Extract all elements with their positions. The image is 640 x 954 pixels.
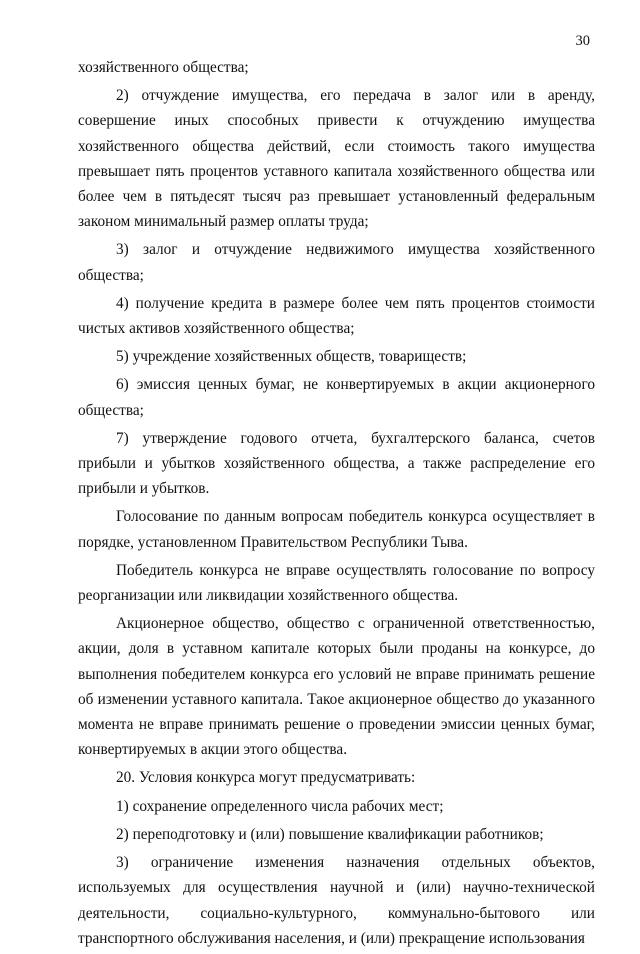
paragraph-item-2-alienation: 2) отчуждение имущества, его передача в залог или в аренду, совершение иных способных привести к отчуждению имущества хозяйственного общества действий, если стоимость такого имущества превышает пять процентов уставного капитала хозяйственного общества или более чем в пятьдесят тысяч раз превышает установленный федеральным законом минимальный размер оплаты труда; (78, 87, 595, 231)
paragraph-item-3-pledge: 3) залог и отчуждение недвижимого имущества хозяйственного общества; (78, 241, 595, 284)
paragraph-item-7-annual-report: 7) утверждение годового отчета, бухгалтерского баланса, счетов прибыли и убытков хозяйственного общества, а также распределение его прибыли и убытков. (78, 429, 595, 498)
paragraph-joint-stock-company: Акционерное общество, общество с ограниченной ответственностью, акции, доля в уставном капитале которых были проданы на конкурсе, до выполнения победителем конкурса его условий не вправе принимать решение об изменении уставного капитала. Такое акционерное общество до указанного момента не вправе принимать решение о проведении эмиссии ценных бумаг, конвертируемых в акции этого общества. (78, 615, 595, 759)
paragraph-item-6-securities: 6) эмиссия ценных бумаг, не конвертируемых в акции акционерного общества; (78, 376, 595, 419)
paragraph-condition-1-jobs: 1) сохранение определенного числа рабочих мест; (116, 797, 444, 815)
page-number: 30 (575, 33, 590, 49)
paragraph-item-5-establishment: 5) учреждение хозяйственных обществ, товариществ; (116, 348, 467, 366)
paragraph-section-20-heading: 20. Условия конкурса могут предусматривать: (116, 769, 416, 787)
paragraph-reorganization: Победитель конкурса не вправе осуществлять голосование по вопросу реорганизации или ликвидации хозяйственного общества. (78, 561, 595, 605)
paragraph-voting: Голосование по данным вопросам победитель конкурса осуществляет в порядке, установленном Правительством Республики Тыва. (78, 508, 595, 551)
paragraph-condition-2-training: 2) переподготовку и (или) повышение квалификации работников; (116, 825, 544, 843)
paragraph-condition-3-restriction: 3) ограничение изменения назначения отдельных объектов, используемых для осуществления научной и (или) научно-технической деятельности, социально-культурного, коммунально-бытового или транспортного обслуживания населения, и (или) прекращение использования (78, 854, 595, 947)
paragraph-item-4-credit: 4) получение кредита в размере более чем пять процентов стоимости чистых активов хозяйственного общества; (78, 294, 595, 338)
paragraph-continuation: хозяйственного общества; (78, 59, 249, 76)
document-body (78, 55, 595, 954)
